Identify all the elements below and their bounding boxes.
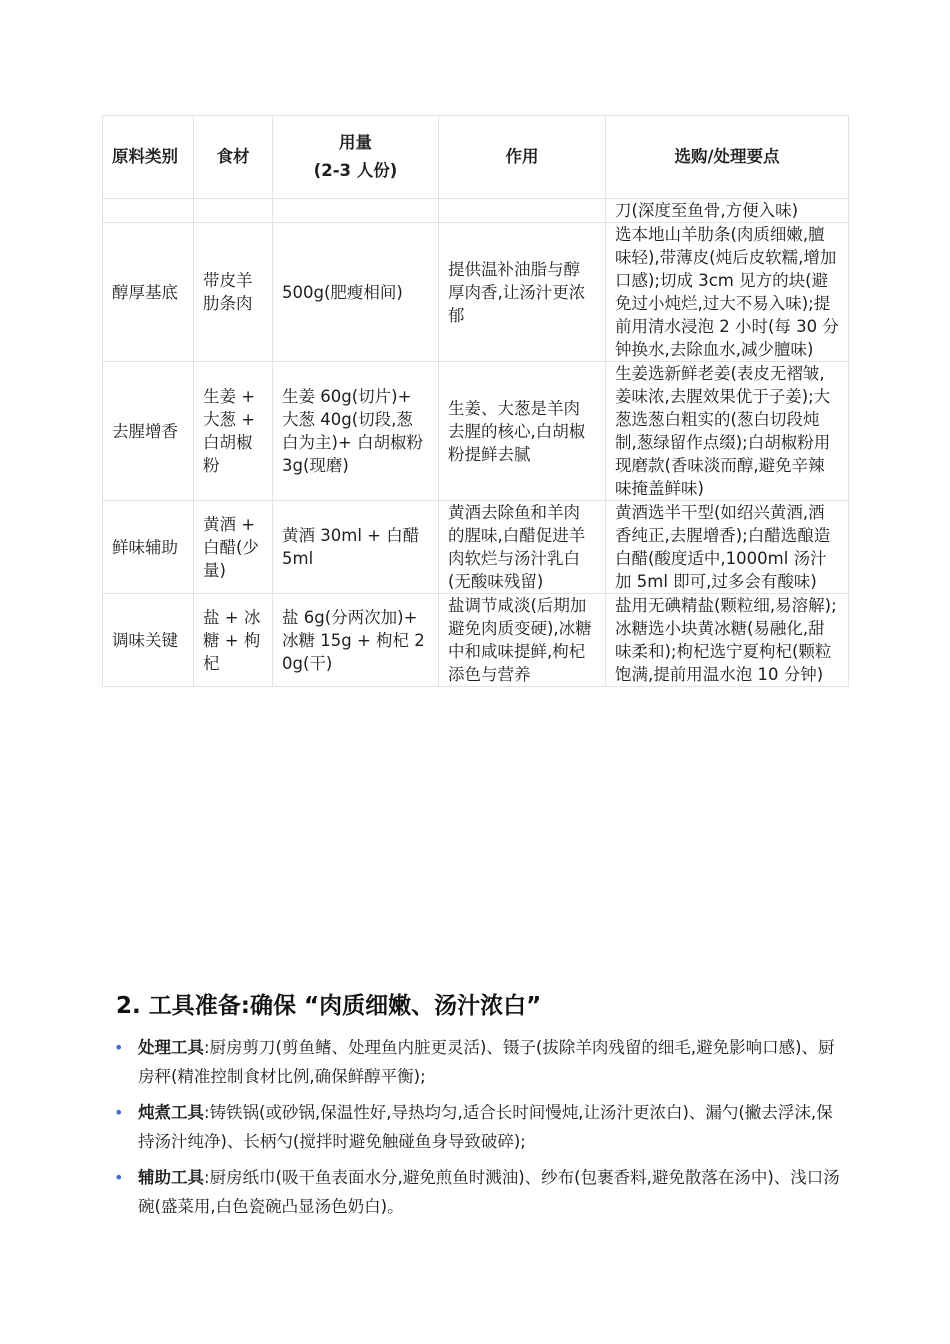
cell-purpose: 黄酒去除鱼和羊肉的腥味,白醋促进羊肉软烂与汤汁乳白(无酸味残留) — [439, 501, 606, 594]
cell-tips: 刀(深度至鱼骨,方便入味) — [606, 199, 849, 223]
tools-list — [102, 1033, 848, 1228]
cell-tips: 盐用无碘精盐(颗粒细,易溶解);冰糖选小块黄冰糖(易融化,甜味柔和);枸杞选宁夏枸杞(颗粒饱满,提前用温水泡 10 分钟) — [606, 594, 849, 687]
cell-amount: 500g(肥瘦相间) — [273, 223, 439, 362]
cell-category: 去腥增香 — [103, 362, 194, 501]
ingredient-table — [102, 115, 849, 687]
list-item-label: 辅助工具 — [138, 1168, 204, 1187]
table-header-row — [103, 116, 849, 199]
table-row — [103, 199, 849, 223]
table-row — [103, 594, 849, 687]
header-purpose: 作用 — [439, 116, 606, 199]
header-ingredient — [194, 116, 273, 199]
cell-purpose: 提供温补油脂与醇厚肉香,让汤汁更浓郁 — [439, 223, 606, 362]
cell-category — [103, 199, 194, 223]
cell-tips: 黄酒选半干型(如绍兴黄酒,酒香纯正,去腥增香);白醋选酿造白醋(酸度适中,1000ml 汤汁加 5ml 即可,过多会有酸味) — [606, 501, 849, 594]
document-page — [102, 115, 848, 1216]
cell-ingredient: 黄酒 + 白醋(少量) — [194, 501, 273, 594]
table-row — [103, 223, 849, 362]
cell-category: 鲜味辅助 — [103, 501, 194, 594]
header-amount — [273, 116, 439, 199]
bullet-icon: • — [114, 1038, 124, 1057]
cell-amount: 黄酒 30ml + 白醋 5ml — [273, 501, 439, 594]
cell-ingredient: 生姜 + 大葱 + 白胡椒粉 — [194, 362, 273, 501]
cell-amount: 盐 6g(分两次加)+ 冰糖 15g + 枸杞 20g(干) — [273, 594, 439, 687]
table-row — [103, 362, 849, 501]
section-heading: 2. 工具准备:确保 “肉质细嫩、汤汁浓白” — [116, 993, 542, 1019]
cell-purpose — [439, 199, 606, 223]
list-item — [102, 1163, 848, 1221]
bullet-icon: • — [114, 1103, 124, 1122]
list-item-text: :铸铁锅(或砂锅,保温性好,导热均匀,适合长时间慢炖,让汤汁更浓白)、漏勺(撇去浮沫,保持汤汁纯净)、长柄勺(搅拌时避免触碰鱼身导致破碎); — [138, 1103, 833, 1151]
cell-amount — [273, 199, 439, 223]
header-tips: 选购/处理要点 — [606, 116, 849, 199]
cell-tips: 选本地山羊肋条(肉质细嫩,膻味轻),带薄皮(炖后皮软糯,增加口感);切成 3cm 见方的块(避免过小炖烂,过大不易入味);提前用清水浸泡 2 小时(每 30 分钟换水,去除血水,减少膻味) — [606, 223, 849, 362]
list-item — [102, 1033, 848, 1091]
cell-purpose: 生姜、大葱是羊肉去腥的核心,白胡椒粉提鲜去腻 — [439, 362, 606, 501]
list-item-label: 炖煮工具 — [138, 1103, 204, 1122]
table-row — [103, 501, 849, 594]
bullet-icon: • — [114, 1168, 124, 1187]
cell-ingredient: 带皮羊肋条肉 — [194, 223, 273, 362]
list-item-text: :厨房纸巾(吸干鱼表面水分,避免煎鱼时溅油)、纱布(包裹香料,避免散落在汤中)、浅口汤碗(盛菜用,白色瓷碗凸显汤色奶白)。 — [138, 1168, 840, 1216]
header-ingredient-text: 食材 — [216, 147, 250, 166]
cell-category: 调味关键 — [103, 594, 194, 687]
header-amount-line1: 用量 — [339, 133, 372, 152]
list-item-label: 处理工具 — [138, 1038, 204, 1057]
header-category: 原料类别 — [103, 116, 194, 199]
cell-ingredient — [194, 199, 273, 223]
list-item — [102, 1098, 848, 1156]
cell-tips: 生姜选新鲜老姜(表皮无褶皱,姜味浓,去腥效果优于子姜);大葱选葱白粗实的(葱白切段炖制,葱绿留作点缀);白胡椒粉用现磨款(香味淡而醇,避免辛辣味掩盖鲜味) — [606, 362, 849, 501]
cell-purpose: 盐调节咸淡(后期加避免肉质变硬),冰糖中和咸味提鲜,枸杞添色与营养 — [439, 594, 606, 687]
list-item-text: :厨房剪刀(剪鱼鳍、处理鱼内脏更灵活)、镊子(拔除羊肉残留的细毛,避免影响口感)、厨房秤(精准控制食材比例,确保鲜醇平衡); — [138, 1038, 835, 1086]
cell-category: 醇厚基底 — [103, 223, 194, 362]
cell-amount: 生姜 60g(切片)+ 大葱 40g(切段,葱白为主)+ 白胡椒粉 3g(现磨) — [273, 362, 439, 501]
header-amount-line2: (2-3 人份) — [313, 161, 398, 180]
cell-ingredient: 盐 + 冰糖 + 枸杞 — [194, 594, 273, 687]
